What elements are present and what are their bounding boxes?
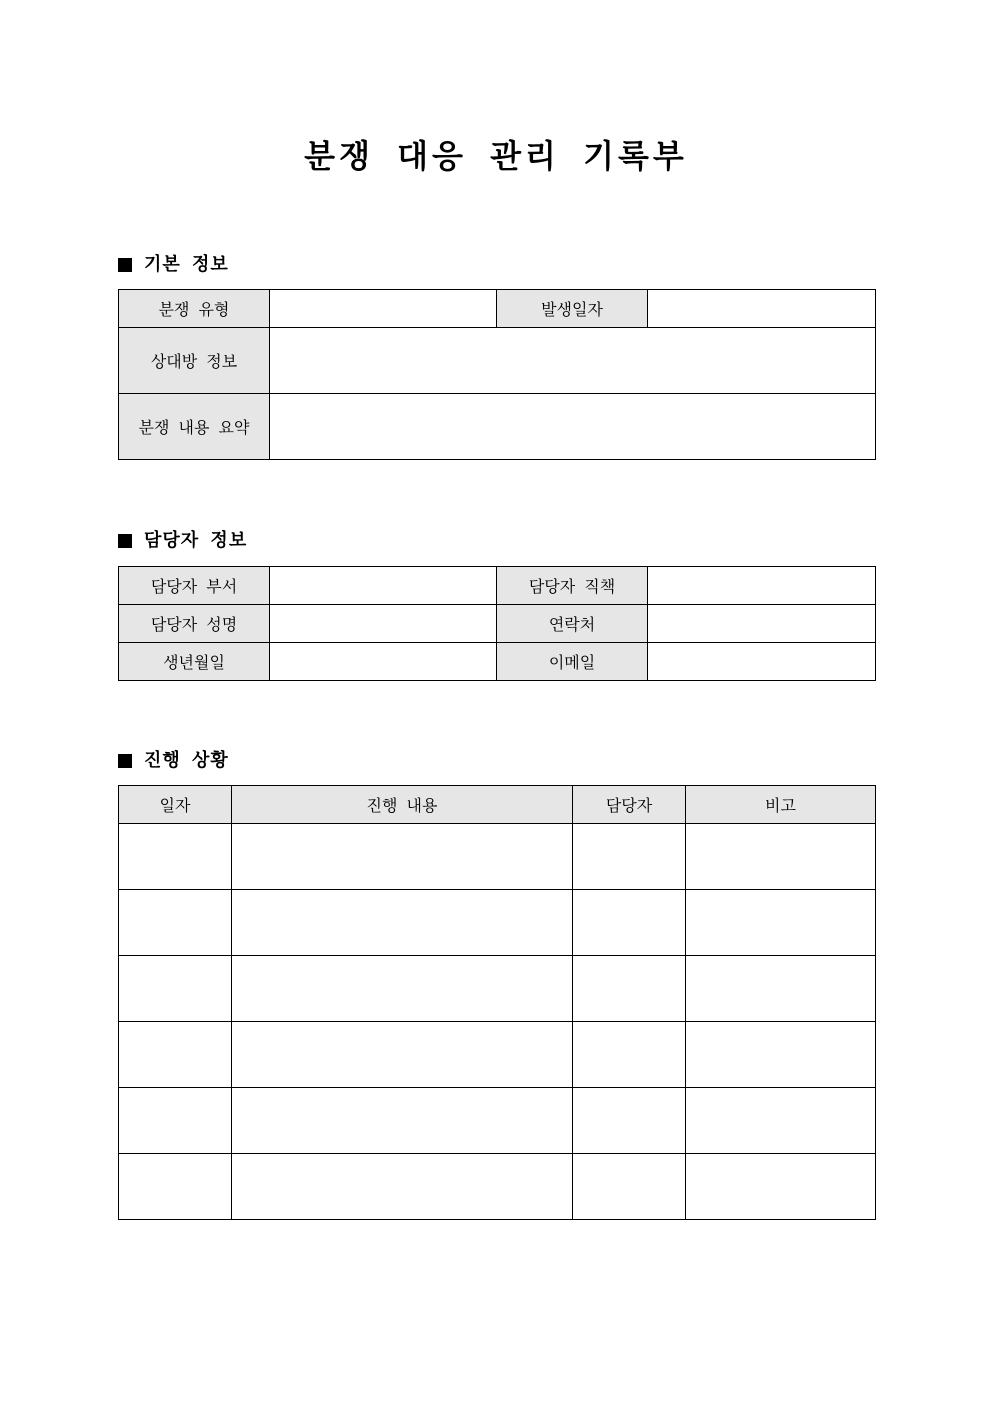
manager-cell[interactable]: [573, 1154, 686, 1220]
counterpart-info-field[interactable]: [270, 328, 876, 394]
contact-label: 연락처: [497, 605, 648, 643]
content-cell[interactable]: [232, 1154, 573, 1220]
column-header-manager: 담당자: [573, 786, 686, 824]
contact-field[interactable]: [648, 605, 876, 643]
document-title: 분쟁 대응 관리 기록부: [304, 137, 688, 175]
table-row: [119, 290, 876, 328]
table-row: [119, 643, 876, 681]
content-cell[interactable]: [232, 1088, 573, 1154]
date-cell[interactable]: [119, 890, 232, 956]
table-row: [119, 1154, 876, 1220]
basic-info-table: [118, 289, 876, 460]
section-heading-basic: [118, 253, 229, 277]
table-row: [119, 824, 876, 890]
occurrence-date-label: 발생일자: [497, 290, 648, 328]
section-heading-label: 진행 상황: [144, 750, 229, 771]
column-header-content: 진행 내용: [232, 786, 573, 824]
position-label: 담당자 직책: [497, 567, 648, 605]
section-heading-label: 담당자 정보: [144, 530, 248, 551]
remarks-cell[interactable]: [686, 890, 876, 956]
remarks-cell[interactable]: [686, 1088, 876, 1154]
table-row: [119, 1022, 876, 1088]
progress-table: [118, 785, 876, 1220]
remarks-cell[interactable]: [686, 1022, 876, 1088]
dispute-type-field[interactable]: [270, 290, 497, 328]
date-cell[interactable]: [119, 1022, 232, 1088]
birthdate-label: 생년월일: [119, 643, 270, 681]
occurrence-date-field[interactable]: [648, 290, 876, 328]
dispute-type-label: 분쟁 유형: [119, 290, 270, 328]
remarks-cell[interactable]: [686, 956, 876, 1022]
manager-cell[interactable]: [573, 890, 686, 956]
remarks-cell[interactable]: [686, 824, 876, 890]
table-row: [119, 890, 876, 956]
name-field[interactable]: [270, 605, 497, 643]
table-row: [119, 328, 876, 394]
square-bullet-icon: [118, 754, 132, 768]
manager-cell[interactable]: [573, 824, 686, 890]
department-field[interactable]: [270, 567, 497, 605]
content-cell[interactable]: [232, 1022, 573, 1088]
table-row: [119, 956, 876, 1022]
department-label: 담당자 부서: [119, 567, 270, 605]
name-label: 담당자 성명: [119, 605, 270, 643]
email-field[interactable]: [648, 643, 876, 681]
summary-field[interactable]: [270, 394, 876, 460]
email-label: 이메일: [497, 643, 648, 681]
table-row: [119, 1088, 876, 1154]
remarks-cell[interactable]: [686, 1154, 876, 1220]
date-cell[interactable]: [119, 956, 232, 1022]
manager-cell[interactable]: [573, 1022, 686, 1088]
birthdate-field[interactable]: [270, 643, 497, 681]
table-row: [119, 394, 876, 460]
manager-info-table: [118, 566, 876, 681]
section-heading-label: 기본 정보: [144, 254, 229, 275]
content-cell[interactable]: [232, 956, 573, 1022]
square-bullet-icon: [118, 258, 132, 272]
date-cell[interactable]: [119, 824, 232, 890]
content-cell[interactable]: [232, 824, 573, 890]
manager-cell[interactable]: [573, 1088, 686, 1154]
square-bullet-icon: [118, 534, 132, 548]
content-cell[interactable]: [232, 890, 573, 956]
summary-label: 분쟁 내용 요약: [119, 394, 270, 460]
position-field[interactable]: [648, 567, 876, 605]
column-header-remarks: 비고: [686, 786, 876, 824]
table-header-row: [119, 786, 876, 824]
counterpart-info-label: 상대방 정보: [119, 328, 270, 394]
table-row: [119, 567, 876, 605]
table-row: [119, 605, 876, 643]
date-cell[interactable]: [119, 1088, 232, 1154]
manager-cell[interactable]: [573, 956, 686, 1022]
section-heading-progress: [118, 749, 229, 773]
date-cell[interactable]: [119, 1154, 232, 1220]
section-heading-manager: [118, 529, 247, 553]
column-header-date: 일자: [119, 786, 232, 824]
